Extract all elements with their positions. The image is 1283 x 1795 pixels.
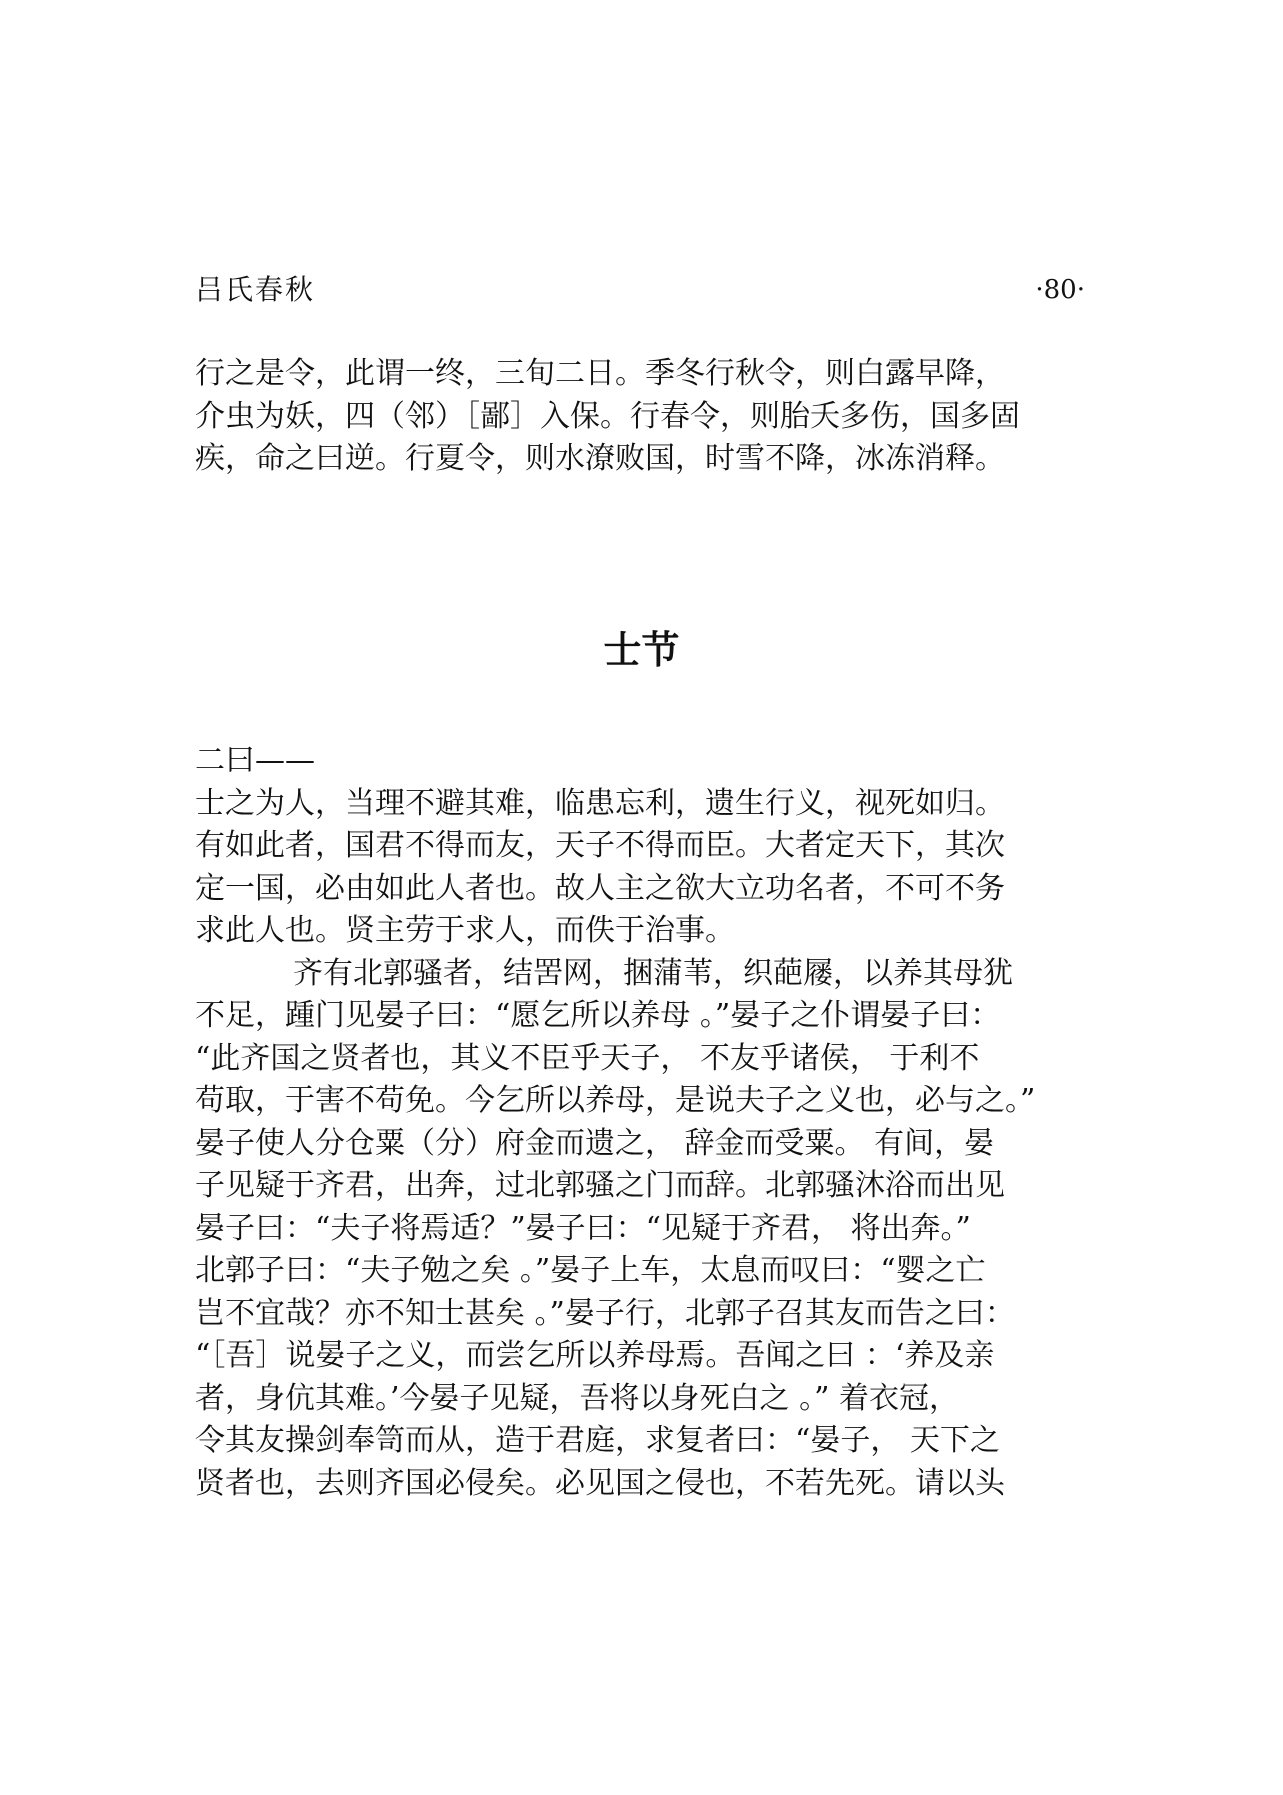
text-line: 疾，命之曰逆。行夏令，则水潦败国，时雪不降，冰冻消释。 xyxy=(195,441,1005,476)
text-line: “［吾］说晏子之义，而尝乞所以养母焉。吾闻之曰 ：‘养及亲 xyxy=(195,1338,995,1373)
text-line: 晏子曰：“夫子将焉适？”晏子曰：“见疑于齐君， 将出奔。” xyxy=(195,1210,971,1246)
section-title: 士节 xyxy=(603,628,680,672)
text-line: 介虫为妖，四（邻）［鄙］入保。行春令，则胎夭多伤，国多固 xyxy=(195,398,1020,434)
text-line: 贤者也，去则齐国必侵矣。必见国之侵也，不若先死。请以头 xyxy=(195,1465,1005,1501)
running-header xyxy=(195,270,1085,310)
text-line: 士之为人，当理不避其难，临患忘利，遗生行义，视死如归。 xyxy=(195,785,1005,821)
text-line: 岂不宜哉？亦不知士甚矣 。”晏子行，北郭子召其友而告之曰： xyxy=(195,1295,1015,1331)
text-line: “此齐国之贤者也，其义不臣乎天子， 不友乎诸侯， 于利不 xyxy=(195,1040,980,1076)
text-line: 苟取，于害不苟免。今乞所以养母，是说夫子之义也，必与之。” xyxy=(195,1083,1036,1118)
text-line: 不足，踵门见晏子曰：“愿乞所以养母 。”晏子之仆谓晏子曰： xyxy=(195,998,1001,1033)
text-line: 求此人也。贤主劳于求人，而佚于治事。 xyxy=(195,913,735,948)
text-line: 者，身伉其难。’今晏子见疑，吾将以身死白之 。” 着衣冠， xyxy=(195,1380,959,1416)
carry-over-paragraph xyxy=(195,353,1095,481)
section-intro: 二曰—— xyxy=(195,743,315,778)
section-body xyxy=(195,740,1095,1505)
book-title: 吕氏春秋 xyxy=(195,273,316,306)
text-line: 令其友操剑奉笥而从，造于君庭，求复者曰：“晏子， 天下之 xyxy=(195,1423,1000,1458)
text-line: 齐有北郭骚者，结罟网，捆蒲苇，织葩屦，以养其母犹 xyxy=(293,955,1013,991)
text-line: 晏子使人分仓粟（分）府金而遗之， 辞金而受粟。 有间，晏 xyxy=(195,1125,995,1161)
text-line: 有如此者，国君不得而友，天子不得而臣。大者定天下，其次 xyxy=(195,828,1005,863)
text-line: 定一国，必由如此人者也。故人主之欲大立功名者，不可不务 xyxy=(195,870,1005,906)
text-line: 子见疑于齐君，出奔，过北郭骚之门而辞。北郭骚沐浴而出见 xyxy=(195,1168,1005,1203)
text-line: 北郭子曰：“夫子勉之矣 。”晏子上车，太息而叹曰：“婴之亡 xyxy=(195,1253,986,1288)
text-line: 行之是令，此谓一终，三旬二日。季冬行秋令，则白露早降， xyxy=(195,356,1005,391)
page-number: ·80· xyxy=(1035,275,1085,305)
